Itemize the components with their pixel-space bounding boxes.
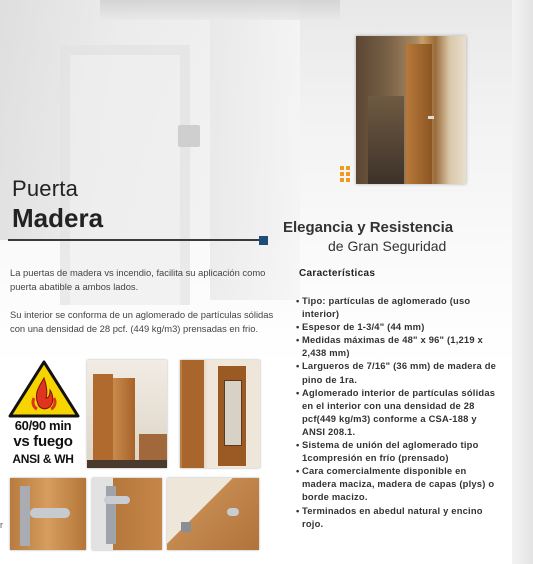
intro-paragraph-2: Su interior se conforma de un aglomerado de partículas sólidas con una densidad de 28 pcf. (449 kg/m3) prensadas en frio. xyxy=(10,309,274,334)
hallway-shape xyxy=(368,96,404,184)
photo-door-room xyxy=(87,360,167,468)
background-ceiling xyxy=(100,0,340,20)
door-handle-shape xyxy=(428,116,434,119)
door-shape xyxy=(406,44,432,184)
hero-photo-open-door xyxy=(356,36,466,184)
page-title-line2: Madera xyxy=(12,203,104,233)
photo-door-lock xyxy=(92,478,162,550)
page-edge-shadow xyxy=(512,0,533,564)
feature-item: • Medidas máximas de 48" x 96" (1,219 x 2,438 mm) xyxy=(296,333,501,359)
cut-off-text-fragment: r xyxy=(0,520,3,530)
slogan-line1: Elegancia y Resistencia xyxy=(283,219,454,236)
feature-item: • Tipo: partículas de aglomerado (uso interior) xyxy=(296,294,501,320)
intro-paragraph-1: La puertas de madera vs incendio, facilita su aplicación como puerta abatible a ambos lados. xyxy=(10,267,266,292)
feature-item: • Cara comercialmente disponible en madera maciza, madera de capas (plys) o borde macizo. xyxy=(296,464,501,503)
feature-item: • Espesor de 1-3/4" (44 mm) xyxy=(296,320,501,333)
divider-square xyxy=(259,236,268,245)
feature-item: • Aglomerado interior de partículas sólidas en el interior con una densidad de 28 pcf(449 kg/m3) conforme a CSA-188 y ANSI 208.1. xyxy=(296,386,501,438)
decorative-dots xyxy=(340,166,354,184)
feature-item: • Terminados en abedul natural y encino rojo. xyxy=(296,504,501,530)
page-title-line1: Puerta xyxy=(12,176,79,201)
fire-warning-icon xyxy=(8,360,80,420)
background-door-frame xyxy=(210,20,300,300)
features-list xyxy=(296,294,501,530)
title-divider xyxy=(8,239,260,241)
slogan-line2: de Gran Seguridad xyxy=(328,238,447,254)
photo-door-edge xyxy=(167,478,259,550)
feature-item: • Sistema de unión del aglomerado tipo 1compresión en frío (prensado) xyxy=(296,438,501,464)
photo-door-glass xyxy=(180,360,260,468)
feature-item: • Largueros de 7/16" (36 mm) de madera de pino de 1ra. xyxy=(296,359,501,385)
features-title: Características xyxy=(299,268,376,279)
background-wall-sign xyxy=(178,125,200,147)
fire-rating-standard: ANSI & WH xyxy=(12,452,74,466)
fire-rating-time: 60/90 min xyxy=(14,418,72,433)
fire-rating-label: vs fuego xyxy=(13,433,73,450)
photo-door-hardware xyxy=(10,478,86,550)
